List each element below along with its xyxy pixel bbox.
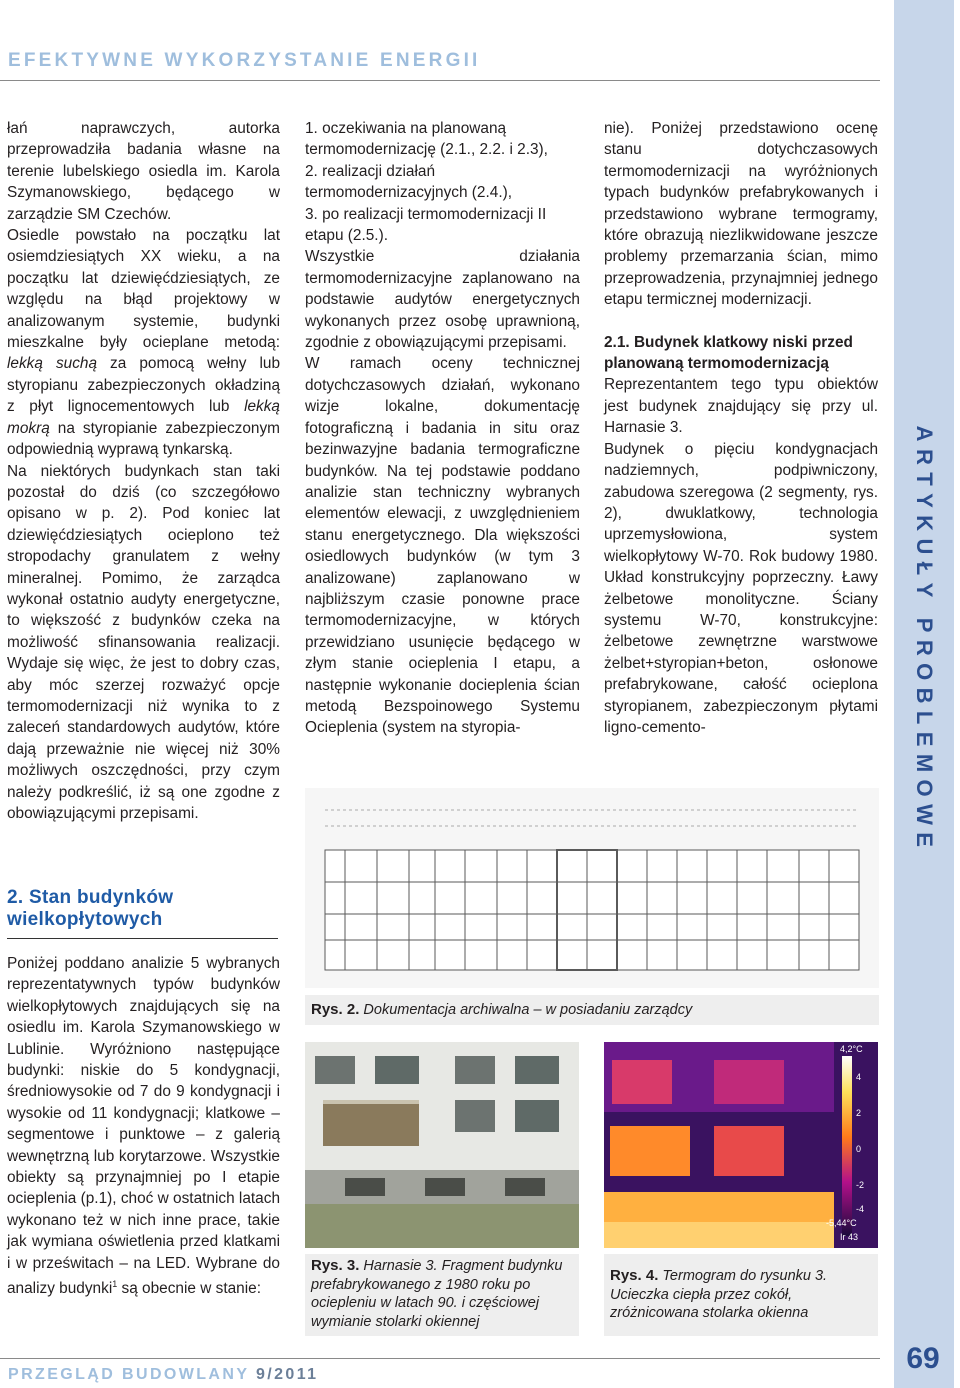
scale-min-label: -5,44°C xyxy=(826,1218,857,1228)
list-item: 3. po realizacji termomodernizacji II etapu (2.5.). xyxy=(305,205,547,245)
figure-caption-text: Harnasie 3. Fragment budynku prefabrykowanego z 1980 roku po ociepleniu w latach 90. i częściowej wymianie stolarki okiennej xyxy=(311,1258,563,1330)
list-item: 2. realizacji działań termomodernizacyjnych (2.4.), xyxy=(305,162,512,202)
section-heading: 2. Stan budynków wielkopłytowych xyxy=(7,887,174,930)
text: Osiedle powstało na początku lat osiemdziesiątych XX wieku, a na początku lat dziewięćdziesiątych, ze względu na błąd projektowy w analizowanym systemie, budynki mieszkalne były ocieplane metodą: xyxy=(7,227,280,352)
scale-tick: 0 xyxy=(856,1144,862,1154)
subsection-heading: 2.1. Budynek klatkowy niski przed planowaną termomodernizacją xyxy=(604,333,853,373)
paragraph: nie). Poniżej przedstawiono ocenę stanu dotychczasowych termomodernizacji na wyróżnionych typach budynków prefabrykowanych i przedstawiono wybrane termogramy, które obrazują niezlikwidowane jeszcze problemy przemarzania ścian, mimo przeprowadzenia, przynajmniej jednego etapu termicznej modernizacji. xyxy=(604,120,878,309)
scale-tick: 4 xyxy=(856,1072,862,1082)
running-footer xyxy=(8,1366,318,1384)
figure-building-photo xyxy=(305,1042,579,1248)
emphasis: lekką mokrą xyxy=(7,398,280,437)
section-divider xyxy=(7,938,278,939)
scale-tick: 2 xyxy=(856,1108,862,1118)
figure-label: Rys. 2. xyxy=(311,1001,360,1018)
text: na styropianie zabezpieczonym odpowiednią wyprawą tynkarską. xyxy=(7,419,280,459)
scale-max-label: 4,2°C xyxy=(840,1044,863,1054)
floor-plan-drawing xyxy=(305,788,879,988)
list-item: 1. oczekiwania na planowaną termomodernizację (2.1., 2.2. i 2.3), xyxy=(305,120,548,159)
running-header: EFEKTYWNE WYKORZYSTANIE ENERGII xyxy=(8,50,481,71)
text: są obecnie w stanie: xyxy=(117,1280,261,1298)
scale-tick: -2 xyxy=(856,1180,865,1190)
figure-thermogram xyxy=(604,1042,878,1248)
scale-tick: -4 xyxy=(856,1204,865,1214)
column-2 xyxy=(305,118,580,739)
figure-archival-drawings xyxy=(305,788,879,988)
figure-2-caption xyxy=(305,995,879,1025)
column-1-continued xyxy=(7,953,280,1300)
text: Poniżej poddano analizie 5 wybranych reprezentatywnych typów budynków wielkopłytowych znajdujących się na osiedlu im. Karola Szymanowskiego w Lublinie. Wyróżniono następujące budynki: niskie do 5 kondygnacji, średniowysokie od 7 do 9 kondygnacji i wysokie od 11 kondygnacji; klatkowe – segmentowe i punktowe – z galerią wewnętrzną lub korytarzowe. Wszystkie obiekty są przynajmniej po I etapie ocieplenia (p.1), choć w ostatnich latach wykonano też w nich inne prace, takie jak wymiana oświetlenia przed klatkami i w prześwitach – na LED. Wybrane do analizy budynki xyxy=(7,955,280,1298)
emphasis: lekką suchą xyxy=(7,355,98,373)
footer-divider xyxy=(0,1358,880,1359)
li-label: Ir 43 xyxy=(840,1232,859,1242)
paragraph: łań naprawczych, autorka przeprowadziła badania własne na terenie lubelskiego osiedla im. Karola Szymanowskiego, będącego w zarządzie SM Czechów. xyxy=(7,120,280,223)
paragraph: W ramach oceny technicznej dotychczasowych działań, wykonano wizje lokalne, dokumentację fotograficzną i badania in situ oraz bezinwazyjne badania termograficzne budynków. Na tej podstawie poddano analizie stan techniczny wybranych elementów elewacji, z uwzględnieniem stanu energetycznego. Dla większości osiedlowych budynków (w tym 3 analizowane) zaplanowano w najbliższym czasie ponowne prace termomodernizacyjne, w których przewidziano usunięcie będącego w złym stanie ocieplenia I etapu, a następnie wykonanie docieplenia ścian metodą Bezspoinowego Systemu Ocieplenia (system na styropia- xyxy=(305,355,580,737)
page-number: 69 xyxy=(906,1342,940,1375)
figure-4-caption xyxy=(604,1254,878,1336)
figure-label: Rys. 4. xyxy=(610,1267,659,1284)
figure-caption-text: Dokumentacja archiwalna – w posiadaniu zarządcy xyxy=(363,1002,693,1018)
figure-label: Rys. 3. xyxy=(311,1257,360,1274)
sidebar-label: ARTYKUŁY PROBLEMOWE xyxy=(912,425,937,855)
paragraph xyxy=(7,953,280,1300)
header-divider xyxy=(0,80,880,81)
journal-issue: 9/2011 xyxy=(255,1366,319,1383)
column-3 xyxy=(604,118,878,738)
building-photo xyxy=(305,1042,579,1248)
paragraph: Budynek o pięciu kondygnacjach nadziemnych, podpiwniczony, zabudowa szeregowa (2 segmenty, rys. 2), dwuklatkowy, technologia uprzemysłowiona, system wielkopłytowy W-70. Rok budowy 1980. Układ konstrukcyjny poprzeczny. Ławy żelbetowe monolityczne. Ściany systemu W-70, konstrukcyjne: żelbetowe zewnętrzne warstwowe żelbet+styropian+beton, osłonowe prefabrykowane, całość ocieplona styropianem, zabezpieczonym płytami ligno-cemento- xyxy=(604,440,878,736)
column-1 xyxy=(7,118,280,824)
figure-caption-text: Termogram do rysunku 3. Ucieczka ciepła przez cokół, zróżnicowana stolarka okienna xyxy=(610,1268,828,1321)
journal-name: PRZEGLĄD BUDOWLANY xyxy=(8,1366,250,1383)
paragraph: Reprezentantem tego typu obiektów jest budynek znajdujący się przy ul. Harnasie 3. xyxy=(604,376,878,437)
text: za pomocą wełny lub styropianu zabezpieczonych okładziną z płyt lignocementowych lub xyxy=(7,355,281,416)
figure-3-caption xyxy=(305,1254,579,1336)
footnote-ref: 1 xyxy=(112,1279,118,1290)
paragraph xyxy=(7,225,280,460)
paragraph: Wszystkie działania termomodernizacyjne zaplanowano na podstawie audytów energetycznych wykonanych przez osobę uprawnioną, zgodnie z obowiązującymi przepisami. xyxy=(305,248,580,352)
paragraph: Na niektórych budynkach stan taki pozostał do dziś (co szczegółowo opisano w p. 2). Pod koniec lat dziewięćdziesiątych ocieplono też stropodachy granulatem z wełny mineralnej. Pomimo, że zarządca wykonał ostatnio audyty energetyczne, to większość z budynków czeka na możliwość sfinansowania realizacji. Wydaje się więc, że jest to dobry czas, aby móc szerzej rozważyć opcje termomodernizacji niż wynika to z zaleceń standardowych audytów, które dają przeważnie nie więcej niż 30% możliwych oszczędności, przy czym należy podkreślić, iż są one zgodne z obowiązującymi przepisami. xyxy=(7,462,280,822)
